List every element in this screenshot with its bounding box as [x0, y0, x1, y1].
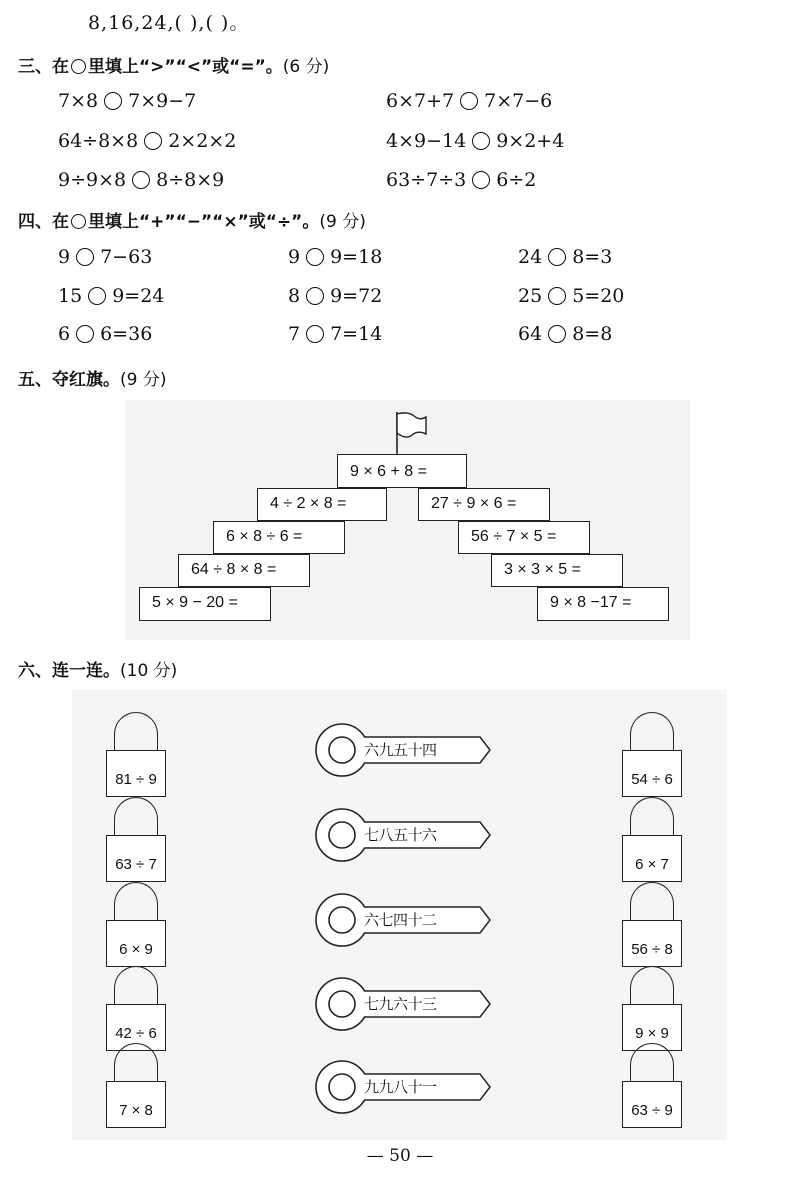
lock-icon[interactable] — [622, 712, 682, 797]
operand-right: 8=8 — [572, 323, 613, 345]
expr-left: 9÷9×8 — [58, 169, 127, 191]
operand-right: 9=72 — [330, 285, 383, 307]
expr-right: 8÷8×9 — [156, 169, 225, 191]
lock-icon[interactable] — [106, 966, 166, 1051]
operator-item — [288, 285, 382, 307]
right-step-2: 56 ÷ 7 × 5 = — [458, 521, 590, 554]
answer-circle[interactable] — [548, 325, 566, 343]
lock-label: 56 ÷ 8 — [622, 920, 682, 967]
operator-item — [518, 246, 612, 268]
operand-left: 7 — [288, 323, 301, 345]
left-step-3: 64 ÷ 8 × 8 = — [178, 554, 310, 587]
answer-circle[interactable] — [472, 132, 490, 150]
key-label: 七八五十六 — [364, 826, 437, 844]
lock-icon[interactable] — [106, 882, 166, 967]
compare-item — [386, 169, 536, 191]
expr-left: 4×9−14 — [386, 130, 467, 152]
expr-left: 63÷7÷3 — [386, 169, 467, 191]
operator-item — [58, 246, 152, 268]
operand-left: 25 — [518, 285, 543, 307]
section-3-heading — [18, 52, 329, 77]
answer-circle[interactable] — [548, 248, 566, 266]
operand-right: 7−63 — [100, 246, 153, 268]
answer-circle[interactable] — [306, 325, 324, 343]
answer-circle[interactable] — [460, 92, 478, 110]
circle-icon — [71, 59, 86, 74]
lock-icon[interactable] — [622, 1043, 682, 1128]
section-6-points: (10 分) — [120, 661, 178, 681]
expr-right: 9×2+4 — [496, 130, 565, 152]
section-3-title-b: 里填上“>”“<”或“=”。 — [88, 57, 283, 77]
key-icon[interactable] — [312, 804, 502, 866]
section-6-title: 六、连一连。 — [18, 661, 120, 681]
lock-label: 81 ÷ 9 — [106, 750, 166, 797]
expr-right: 2×2×2 — [168, 130, 237, 152]
section-5-points: (9 分) — [120, 370, 167, 390]
key-icon[interactable] — [312, 889, 502, 951]
page-number: — 50 — — [366, 1146, 434, 1166]
key-label: 九九八十一 — [364, 1078, 437, 1096]
answer-circle[interactable] — [144, 132, 162, 150]
sequence-question: 8,16,24,( ),( )。 — [88, 12, 250, 34]
lock-icon[interactable] — [106, 797, 166, 882]
key-label: 六七四十二 — [364, 911, 437, 929]
answer-circle[interactable] — [76, 325, 94, 343]
operator-item — [288, 246, 382, 268]
operand-right: 6=36 — [100, 323, 153, 345]
section-4-title-b: 里填上“+”“−”“×”或“÷”。 — [88, 212, 320, 232]
lock-shackle — [114, 966, 158, 1006]
lock-icon[interactable] — [622, 882, 682, 967]
operand-left: 8 — [288, 285, 301, 307]
operand-left: 15 — [58, 285, 83, 307]
answer-circle[interactable] — [76, 248, 94, 266]
lock-shackle — [114, 712, 158, 752]
lock-label: 6 × 7 — [622, 835, 682, 882]
expr-left: 6×7+7 — [386, 90, 455, 112]
key-label: 七九六十三 — [364, 995, 437, 1013]
expr-right: 6÷2 — [496, 169, 537, 191]
expr-left: 64÷8×8 — [58, 130, 139, 152]
section-5-heading — [18, 365, 166, 390]
flag-icon — [390, 408, 430, 456]
key-icon[interactable] — [312, 973, 502, 1035]
lock-icon[interactable] — [106, 712, 166, 797]
circle-icon — [71, 214, 86, 229]
operand-right: 9=24 — [112, 285, 165, 307]
operator-item — [518, 285, 624, 307]
answer-circle[interactable] — [132, 171, 150, 189]
answer-circle[interactable] — [104, 92, 122, 110]
expr-right: 7×9−7 — [128, 90, 197, 112]
right-step-1: 27 ÷ 9 × 6 = — [418, 488, 550, 521]
section-4-points: (9 分) — [319, 212, 366, 232]
operator-item — [58, 323, 152, 345]
answer-circle[interactable] — [548, 287, 566, 305]
expr-right: 7×7−6 — [484, 90, 553, 112]
lock-shackle — [114, 1043, 158, 1083]
operand-right: 5=20 — [572, 285, 625, 307]
compare-item — [386, 130, 564, 152]
operand-right: 7=14 — [330, 323, 383, 345]
lock-icon[interactable] — [622, 966, 682, 1051]
lock-shackle — [114, 797, 158, 837]
operator-item — [58, 285, 164, 307]
left-step-2: 6 × 8 ÷ 6 = — [213, 521, 345, 554]
answer-circle[interactable] — [306, 287, 324, 305]
flag-top-box: 9 × 6 + 8 = — [337, 454, 467, 488]
operand-left: 24 — [518, 246, 543, 268]
lock-label: 63 ÷ 7 — [106, 835, 166, 882]
answer-circle[interactable] — [88, 287, 106, 305]
operator-item — [518, 323, 612, 345]
lock-icon[interactable] — [622, 797, 682, 882]
section-4-heading — [18, 207, 366, 232]
section-3-points: (6 分) — [282, 57, 330, 77]
operand-left: 6 — [58, 323, 71, 345]
lock-shackle — [630, 1043, 674, 1083]
operand-left: 9 — [58, 246, 71, 268]
left-step-1: 4 ÷ 2 × 8 = — [257, 488, 387, 521]
compare-item — [58, 130, 236, 152]
lock-label: 63 ÷ 9 — [622, 1081, 682, 1128]
left-step-4: 5 × 9 − 20 = — [139, 587, 271, 621]
lock-shackle — [630, 712, 674, 752]
operand-left: 64 — [518, 323, 543, 345]
answer-circle[interactable] — [472, 171, 490, 189]
key-label: 六九五十四 — [364, 741, 437, 759]
right-step-4: 9 × 8 −17 = — [537, 587, 669, 621]
operand-right: 8=3 — [572, 246, 613, 268]
lock-shackle — [630, 882, 674, 922]
right-step-3: 3 × 3 × 5 = — [491, 554, 623, 587]
lock-shackle — [630, 966, 674, 1006]
lock-shackle — [114, 882, 158, 922]
expr-left: 7×8 — [58, 90, 99, 112]
lock-icon[interactable] — [106, 1043, 166, 1128]
section-6-heading — [18, 656, 177, 681]
lock-label: 7 × 8 — [106, 1081, 166, 1128]
operand-right: 9=18 — [330, 246, 383, 268]
section-3-title-a: 三、在 — [18, 57, 69, 77]
operand-left: 9 — [288, 246, 301, 268]
answer-circle[interactable] — [306, 248, 324, 266]
compare-item — [58, 90, 196, 112]
key-icon[interactable] — [312, 719, 502, 781]
compare-item — [386, 90, 552, 112]
lock-label: 42 ÷ 6 — [106, 1004, 166, 1051]
lock-shackle — [630, 797, 674, 837]
lock-label: 9 × 9 — [622, 1004, 682, 1051]
section-5-title: 五、夺红旗。 — [18, 370, 120, 390]
section-4-title-a: 四、在 — [18, 212, 69, 232]
lock-label: 6 × 9 — [106, 920, 166, 967]
operator-item — [288, 323, 382, 345]
key-icon[interactable] — [312, 1056, 502, 1118]
compare-item — [58, 169, 224, 191]
lock-label: 54 ÷ 6 — [622, 750, 682, 797]
